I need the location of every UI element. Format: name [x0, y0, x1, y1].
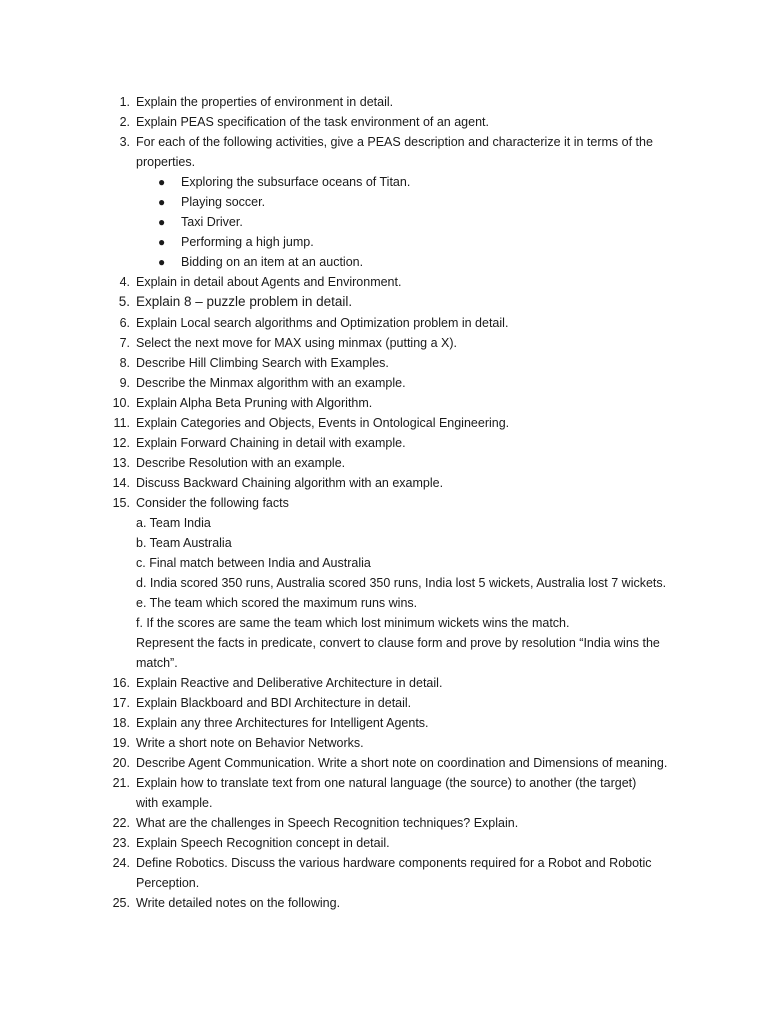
bullet-text: Taxi Driver. [181, 215, 243, 229]
question-text: Explain in detail about Agents and Environment. [136, 275, 402, 289]
question-number: 19. [112, 736, 130, 750]
question-text-line: properties. [136, 155, 196, 169]
question-number: 14. [112, 476, 130, 490]
question-number: 16. [112, 676, 130, 690]
fact-item: f. If the scores are same the team which lost minimum wickets wins the match. [136, 616, 570, 630]
question-text: Write a short note on Behavior Networks. [136, 736, 364, 750]
fact-item: c. Final match between India and Australia [136, 556, 371, 570]
question-text: Explain any three Architectures for Intelligent Agents. [136, 716, 429, 730]
question-number: 24. [112, 856, 130, 870]
question-number: 21. [112, 776, 130, 790]
fact-item: d. India scored 350 runs, Australia scored 350 runs, India lost 5 wickets, Australia lost 7 wickets. [136, 576, 667, 590]
question-number: 10. [112, 396, 130, 410]
question-number: 4. [119, 275, 130, 289]
question-number: 25. [112, 896, 130, 910]
question-text-line: Explain how to translate text from one natural language (the source) to another (the target) [136, 776, 637, 790]
fact-instruction: match”. [136, 656, 178, 670]
question-text [136, 132, 653, 172]
question-text: Describe Hill Climbing Search with Examples. [136, 356, 389, 370]
question-text: Describe Agent Communication. Write a short note on coordination and Dimensions of meaning. [136, 756, 668, 770]
question-text: Select the next move for MAX using minmax (putting a X). [136, 336, 457, 350]
question-text [136, 853, 652, 893]
question-text: Explain Blackboard and BDI Architecture in detail. [136, 696, 412, 710]
question-number: 3. [119, 135, 130, 149]
bullet-text: Bidding on an item at an auction. [181, 255, 364, 269]
question-text [136, 773, 636, 813]
question-number: 8. [119, 356, 130, 370]
question-number: 2. [119, 115, 130, 129]
question-number: 13. [112, 456, 130, 470]
question-text: Explain Reactive and Deliberative Architecture in detail. [136, 676, 443, 690]
question-number: 1. [119, 95, 130, 109]
question-number: 7. [119, 336, 130, 350]
question-number: 20. [112, 756, 130, 770]
question-text: Consider the following facts [136, 496, 289, 510]
question-number: 22. [112, 816, 130, 830]
question-number: 12. [112, 436, 130, 450]
question-number: 18. [112, 716, 130, 730]
question-text: Explain Speech Recognition concept in detail. [136, 836, 390, 850]
question-text: What are the challenges in Speech Recognition techniques? Explain. [136, 816, 519, 830]
question-text: Describe Resolution with an example. [136, 456, 346, 470]
question-text: Explain the properties of environment in detail. [136, 95, 394, 109]
bullet-icon: ● [158, 255, 166, 269]
question-text: Explain Alpha Beta Pruning with Algorithm. [136, 396, 373, 410]
question-number: 9. [119, 376, 130, 390]
question-text-line: For each of the following activities, give a PEAS description and characterize it in terms of the [136, 135, 653, 149]
bullet-text: Performing a high jump. [181, 235, 314, 249]
question-number: 6. [119, 316, 130, 330]
fact-instruction: Represent the facts in predicate, convert to clause form and prove by resolution “India wins the [136, 636, 660, 650]
question-number: 5. [118, 294, 130, 309]
bullet-icon: ● [158, 175, 166, 189]
question-text: Explain Forward Chaining in detail with example. [136, 436, 406, 450]
question-text-line: Define Robotics. Discuss the various hardware components required for a Robot and Robotic [136, 856, 652, 870]
bullet-icon: ● [158, 195, 166, 209]
bullet-icon: ● [158, 215, 166, 229]
bullet-text: Exploring the subsurface oceans of Titan. [181, 175, 411, 189]
question-text: Explain 8 – puzzle problem in detail. [136, 294, 353, 309]
question-number: 23. [112, 836, 130, 850]
question-text-line: Perception. [136, 876, 200, 890]
question-text: Describe the Minmax algorithm with an example. [136, 376, 406, 390]
question-text: Explain Categories and Objects, Events in Ontological Engineering. [136, 416, 510, 430]
question-text: Discuss Backward Chaining algorithm with an example. [136, 476, 444, 490]
fact-item: e. The team which scored the maximum runs wins. [136, 596, 418, 610]
question-text-line: with example. [136, 796, 213, 810]
question-number: 15. [112, 496, 130, 510]
bullet-icon: ● [158, 235, 166, 249]
question-text: Explain Local search algorithms and Optimization problem in detail. [136, 316, 509, 330]
fact-item: b. Team Australia [136, 536, 232, 550]
bullet-text: Playing soccer. [181, 195, 266, 209]
question-text: Explain PEAS specification of the task environment of an agent. [136, 115, 489, 129]
question-number: 11. [113, 416, 130, 430]
question-number: 17. [112, 696, 130, 710]
question-text: Write detailed notes on the following. [136, 896, 341, 910]
fact-item: a. Team India [136, 516, 211, 530]
